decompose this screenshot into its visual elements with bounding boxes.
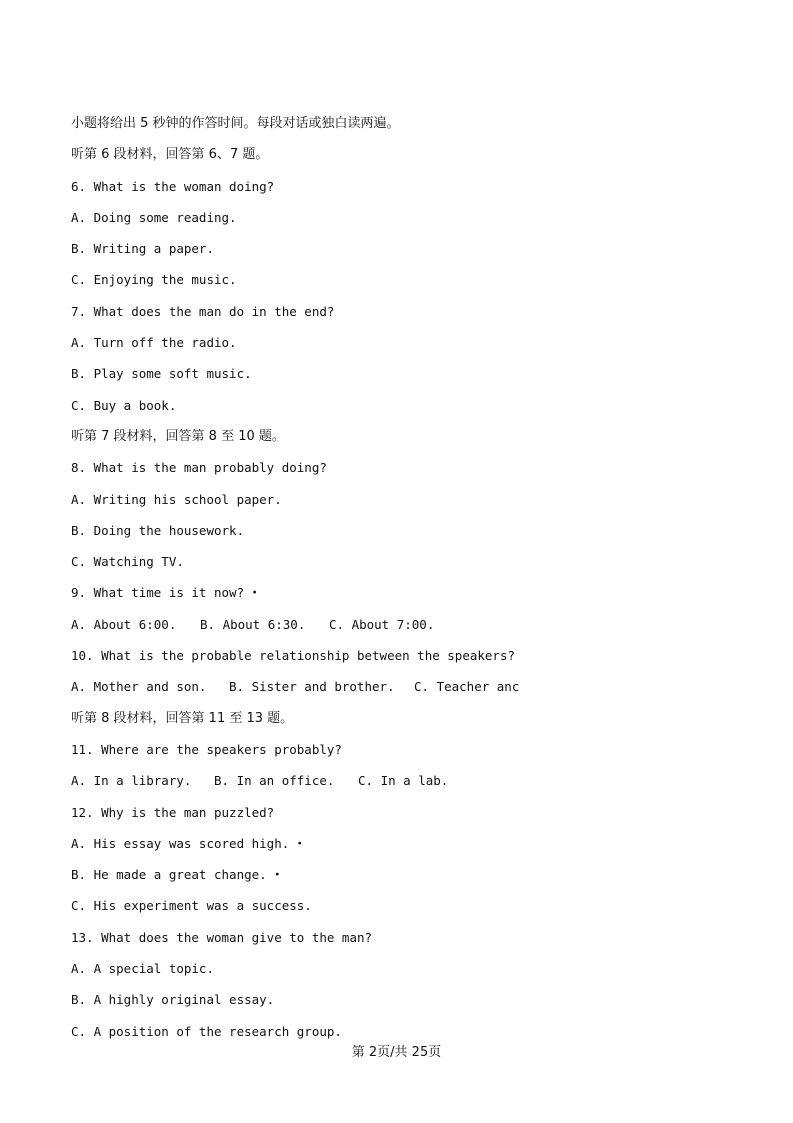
question-11-option-c: C. In a lab. <box>358 773 449 789</box>
question-13: 13. What does the woman give to the man? <box>71 929 373 945</box>
bullet-dot-icon: • <box>296 838 303 850</box>
question-13-option-b: B. A highly original essay. <box>71 992 275 1008</box>
question-6-option-b: B. Writing a paper. <box>71 241 214 257</box>
section-7-header: 听第 7 段材料，回答第 8 至 10 题。 <box>71 428 285 444</box>
question-9-row <box>71 583 751 614</box>
question-7: 7. What does the man do in the end? <box>71 303 335 319</box>
question-9-options <box>71 615 751 646</box>
question-7-option-a: A. Turn off the radio. <box>71 335 237 351</box>
question-6-option-c: C. Enjoying the music. <box>71 272 237 288</box>
question-9-option-a: A. About 6:00. <box>71 616 177 632</box>
question-6: 6. What is the woman doing? <box>71 178 275 194</box>
question-8-option-c: C. Watching TV. <box>71 554 184 570</box>
intro-text: 小题将给出 5 秒钟的作答时间。每段对话或独白读两遍。 <box>71 116 400 131</box>
question-11-options <box>71 771 751 802</box>
question-11-option-b: B. In an office. <box>214 773 335 789</box>
question-13-option-a: A. A special topic. <box>71 961 214 977</box>
question-7-option-c: C. Buy a book. <box>71 397 177 413</box>
question-12-option-c: C. His experiment was a success. <box>71 898 312 914</box>
question-10-option-b: B. Sister and brother. <box>229 679 395 695</box>
question-12: 12. Why is the man puzzled? <box>71 804 275 820</box>
page-content <box>71 114 751 1053</box>
question-12-option-a-row <box>71 834 751 865</box>
bullet-dot-icon: • <box>274 869 281 881</box>
question-10-options <box>71 677 751 708</box>
question-13-option-c: C. A position of the research group. <box>71 1023 342 1039</box>
question-11: 11. Where are the speakers probably? <box>71 741 342 757</box>
bullet-dot-icon: • <box>251 587 258 599</box>
question-8: 8. What is the man probably doing? <box>71 460 327 476</box>
question-10-option-c: C. Teacher anc <box>414 679 520 695</box>
question-12-option-a: A. His essay was scored high. <box>71 835 290 851</box>
section-6-header: 听第 6 段材料，回答第 6、7 题。 <box>71 147 269 163</box>
question-9-option-c: C. About 7:00. <box>329 616 435 632</box>
question-11-option-a: A. In a library. <box>71 773 192 789</box>
question-12-option-b: B. He made a great change. <box>71 867 267 883</box>
question-6-option-a: A. Doing some reading. <box>71 209 237 225</box>
question-10-option-a: A. Mother and son. <box>71 679 207 695</box>
question-10: 10. What is the probable relationship between the speakers? <box>71 648 516 664</box>
question-9: 9. What time is it now? <box>71 585 245 601</box>
question-9-option-b: B. About 6:30. <box>200 616 306 632</box>
question-12-option-b-row <box>71 865 751 896</box>
question-8-option-a: A. Writing his school paper. <box>71 491 282 507</box>
page-footer: 第 2页/共 25页 <box>351 1045 442 1060</box>
question-7-option-b: B. Play some soft music. <box>71 366 252 382</box>
question-8-option-b: B. Doing the housework. <box>71 522 245 538</box>
section-8-header: 听第 8 段材料，回答第 11 至 13 题。 <box>71 710 294 726</box>
